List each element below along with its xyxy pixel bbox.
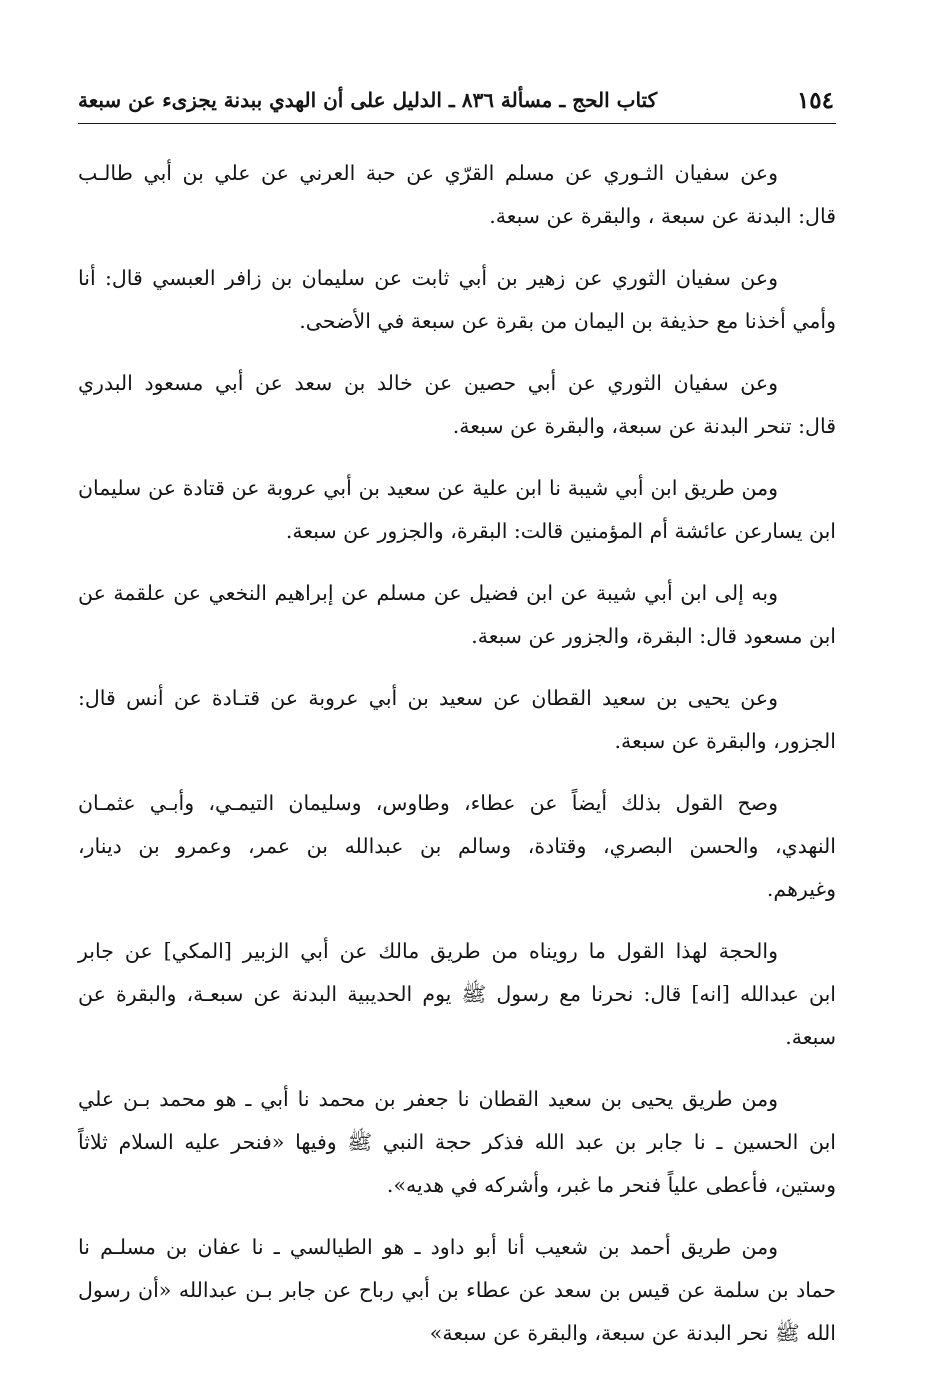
text-line: ابن عبدالله [انه] قال: نحرنا مع رسول ﷺ يوم الحديبية البدنة عن سبعـة، والبقرة عن [78,982,836,1006]
page-number: ١٥٤ [796,87,834,114]
text-line: وعن سفيان الثوري عن زهير بن أبي ثابت عن سليمان بن زافر العبسي قال: أنا [78,266,778,290]
text-line: وصح القول بذلك أيضاً عن عطاء، وطاوس، وسليمان التيمـي، وأبـي عثمـان [78,791,778,815]
paragraph-6 [78,677,836,763]
text-line: وعن سفيان الثـوري عن مسلم القرّي عن حبة العرني عن علي بن أبي طالـب [78,161,778,185]
paragraph-1 [78,152,836,238]
text-line: وغيرهم. [766,877,836,901]
text-line: قال: تنحر البدنة عن سبعة، والبقرة عن سبعة. [452,414,836,438]
text-line: وبه إلى ابن أبي شيبة عن ابن فضيل عن مسلم عن إبراهيم النخعي عن علقمة عن [78,581,778,605]
text-line: ابن مسعود قال: البقرة، والجزور عن سبعة. [471,624,836,648]
text-line: النهدي، والحسن البصري، وقتادة، وسالم بن عبدالله بن عمر، وعمرو بن دينار، [78,834,836,858]
text-line: سبعة. [785,1025,836,1049]
text-line: وعن يحيى بن سعيد القطان عن سعيد بن أبي عروبة عن قتـادة عن أنس قال: [78,686,778,710]
paragraph-8 [78,930,836,1059]
text-line: الله ﷺ نحر البدنة عن سبعة، والبقرة عن سبعة» [429,1321,836,1345]
running-head [78,72,834,120]
page-body [78,152,836,1374]
text-line: وأمي أخذنا مع حذيفة بن اليمان من بقرة عن سبعة في الأضحى. [299,309,836,333]
paragraph-5 [78,572,836,658]
paragraph-9 [78,1078,836,1207]
paragraph-2 [78,257,836,343]
text-line: والحجة لهذا القول ما رويناه من طريق مالك عن أبي الزبير [المكي] عن جابر [78,939,778,963]
text-line: ومن طريق أحمد بن شعيب أنا أبو داود ـ هو الطيالسي ـ نا عفان بن مسلـم نا [78,1235,778,1259]
paragraph-4 [78,467,836,553]
header-rule [78,123,836,124]
text-line: ابن الحسين ـ نا جابر بن عبد الله فذكر حجة النبي ﷺ وفيها «فنحر عليه السلام ثلاثاً [78,1130,836,1154]
text-line: قال: البدنة عن سبعة ، والبقرة عن سبعة. [489,204,836,228]
text-line: ومن طريق يحيى بن سعيد القطان نا جعفر بن محمد نا أبي ـ هو محمد بـن علي [78,1087,778,1111]
paragraph-10 [78,1226,836,1355]
paragraph-7 [78,782,836,911]
text-line: حماد بن سلمة عن قيس بن سعد عن عطاء بن أبي رباح عن جابر بـن عبدالله «أن رسول [78,1278,836,1302]
text-line: ابن يسارعن عائشة أم المؤمنين قالت: البقرة، والجزور عن سبعة. [285,519,836,543]
running-title: كتاب الحج ـ مسألة ٨٣٦ ـ الدليل على أن الهدي ببدنة يجزىء عن سبعة [78,88,658,112]
text-line: وستين، فأعطى علياً فنحر ما غبر، وأشركه في هديه». [386,1173,836,1197]
paragraph-3 [78,362,836,448]
text-line: وعن سفيان الثوري عن أبي حصين عن خالد بن سعد عن أبي مسعود البدري [78,371,778,395]
text-line: ومن طريق ابن أبي شيبة نا ابن علية عن سعيد بن أبي عروبة عن قتادة عن سليمان [78,476,778,500]
text-line: الجزور، والبقرة عن سبعة. [614,729,836,753]
